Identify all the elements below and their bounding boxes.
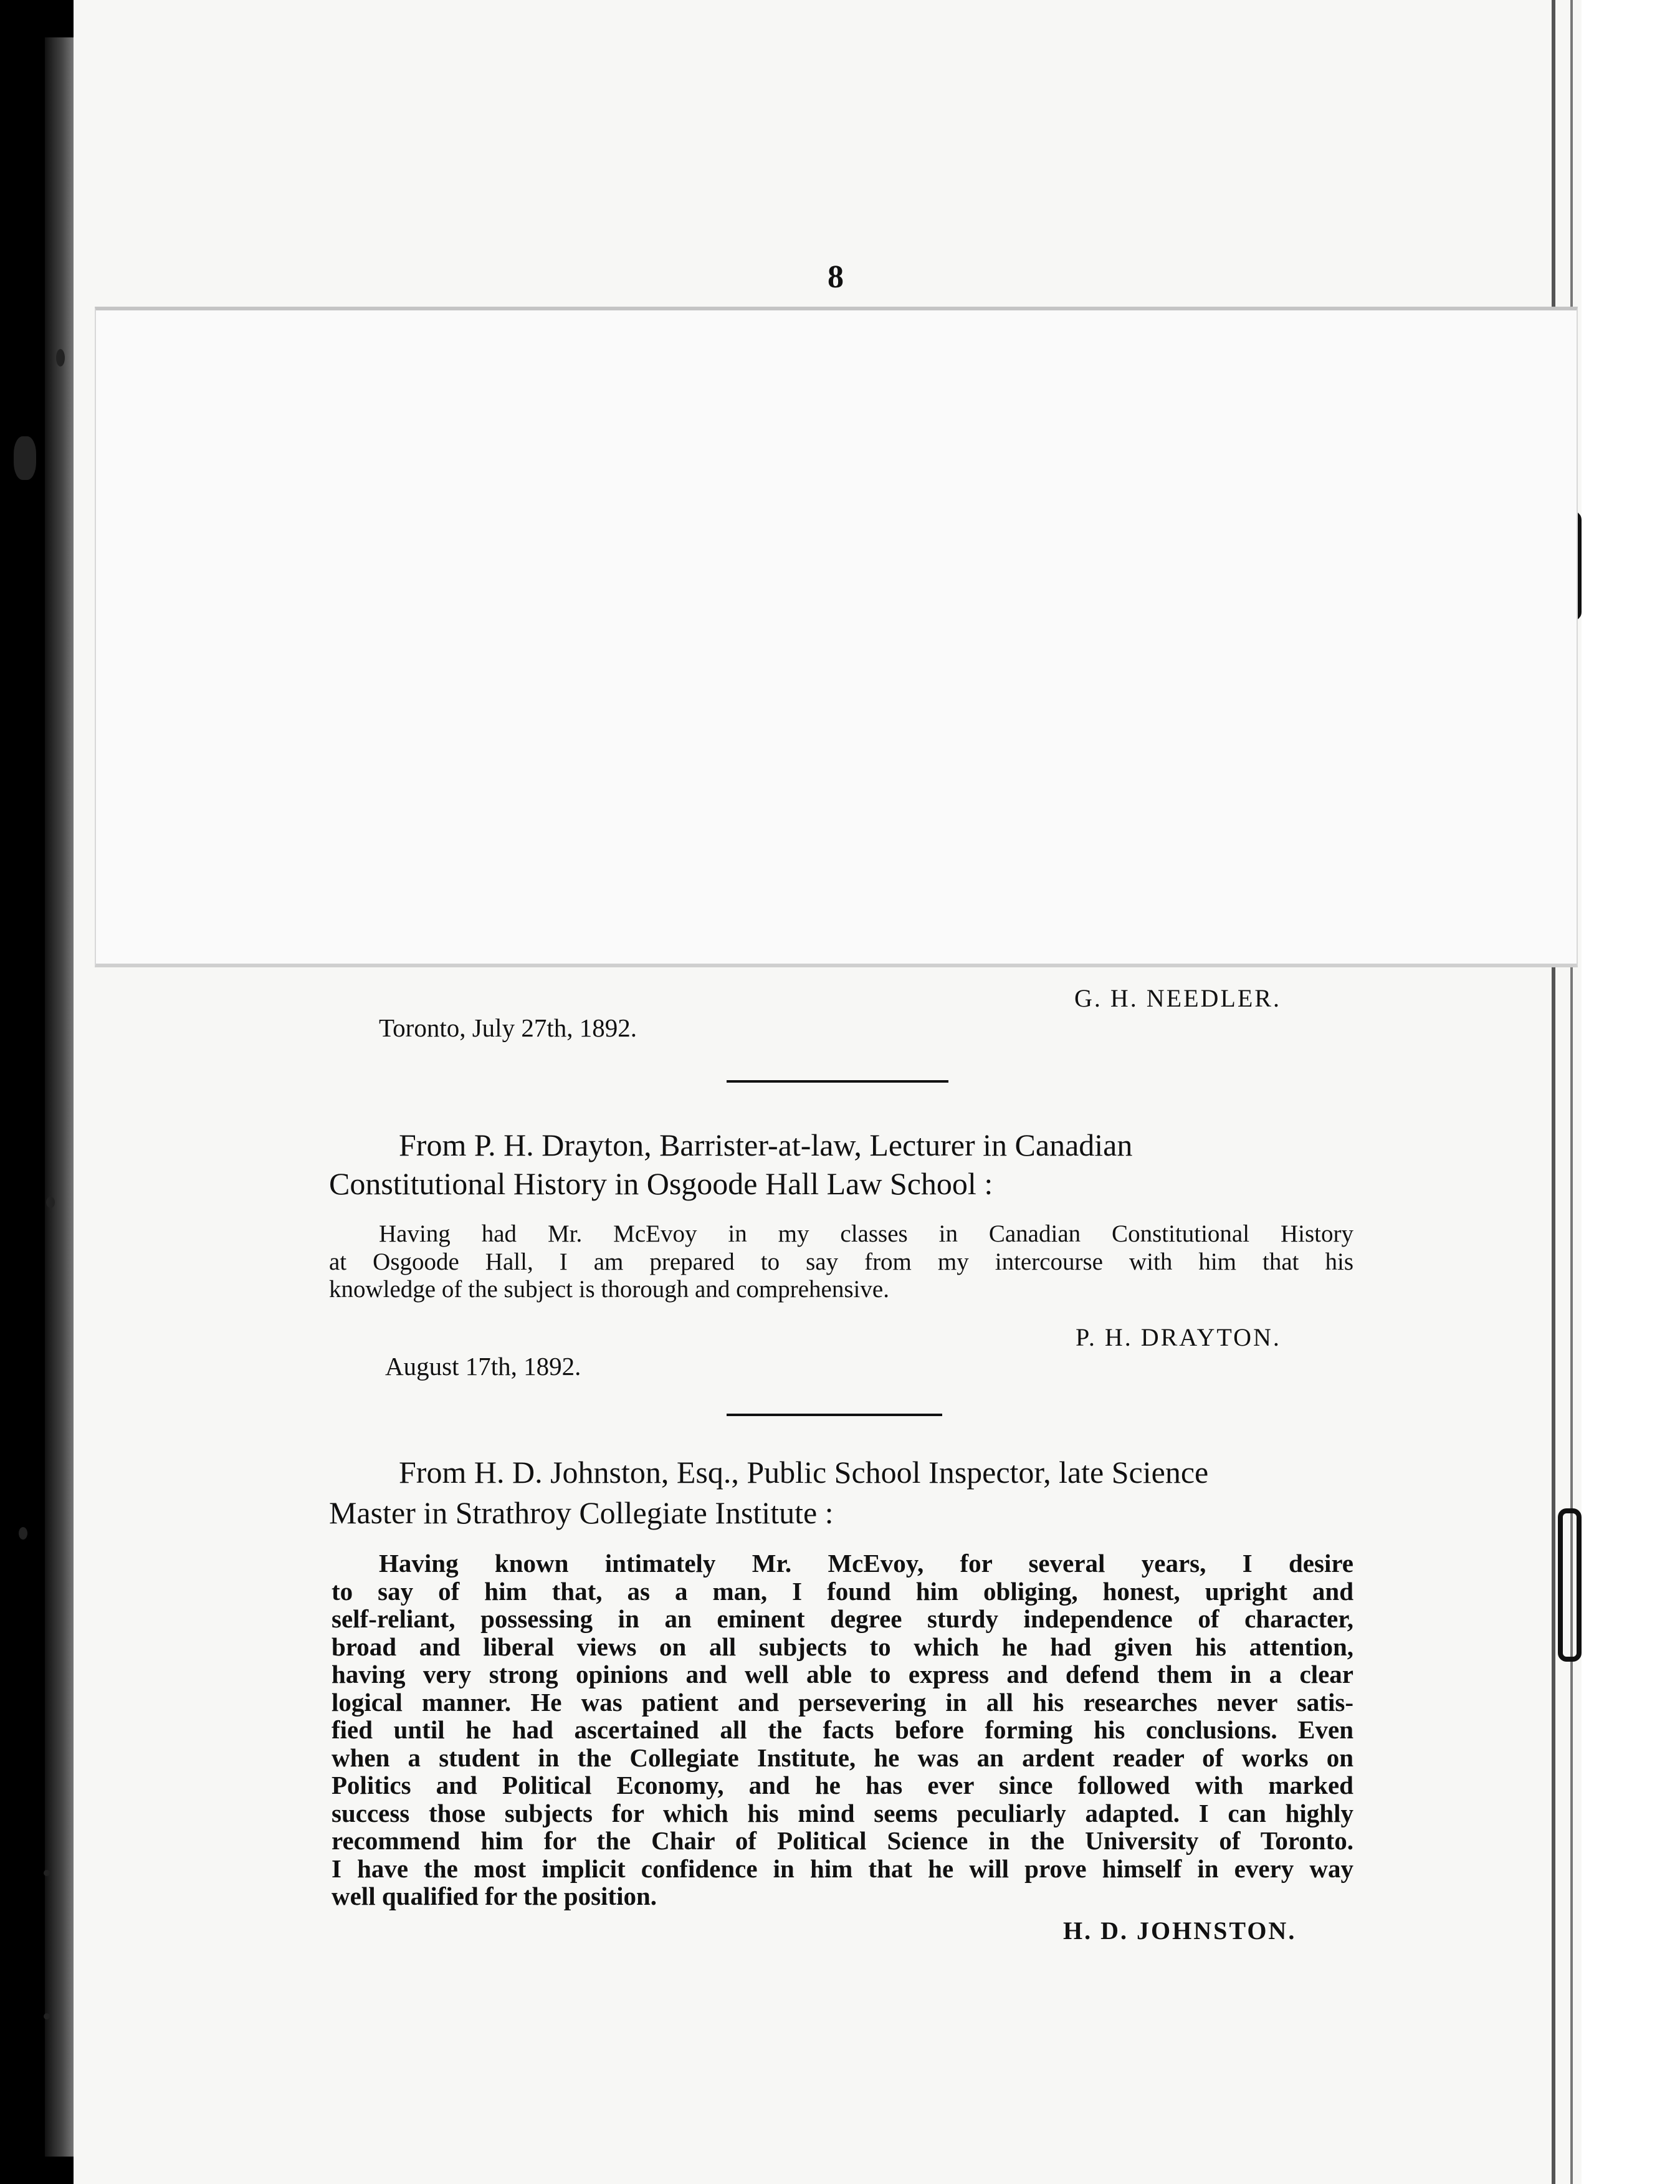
drayton-body-line: knowledge of the subject is thorough and comprehensive.: [329, 1276, 889, 1303]
johnston-body-line: fied until he had ascertained all the facts before forming his conclusions. Even: [332, 1715, 1353, 1744]
johnston-body-line: when a student in the Collegiate Institute, he was an ardent reader of works on: [332, 1743, 1353, 1772]
drayton-date: August 17th, 1892.: [385, 1352, 581, 1381]
johnston-body-line: broad and liberal views on all subjects to which he had given his attention,: [332, 1632, 1353, 1661]
johnston-body-line: having very strong opinions and well able to express and defend them in a clear: [332, 1660, 1353, 1688]
johnston-body-line: self-reliant, possessing in an eminent degree sturdy independence of character,: [332, 1604, 1353, 1633]
drayton-body: [329, 1220, 1353, 1304]
johnston-body-line: Politics and Political Economy, and he has ever since followed with marked: [332, 1771, 1353, 1799]
johnston-body: [332, 1549, 1353, 1910]
johnston-body-line: to say of him that, as a man, I found him obliging, honest, upright and: [332, 1576, 1353, 1606]
johnston-signature: H. D. JOHNSTON.: [1063, 1917, 1297, 1945]
drayton-signature: P. H. DRAYTON.: [1076, 1323, 1281, 1351]
separator-rule-2: [727, 1414, 942, 1416]
drayton-body-line: at Osgoode Hall, I am prepared to say from my intercourse with him that his: [329, 1248, 1353, 1275]
drayton-heading-line-1: From P. H. Drayton, Barrister-at-law, Lecturer in Canadian: [399, 1128, 1133, 1162]
johnston-body-line: logical manner. He was patient and persevering in all his researches never satis-: [332, 1687, 1353, 1717]
johnston-body-line: Having known intimately Mr. McEvoy, for several years, I desire: [379, 1549, 1353, 1578]
needler-date: Toronto, July 27th, 1892.: [379, 1013, 637, 1042]
johnston-body-line: I have the most implicit confidence in him that he will prove himself in every way: [332, 1854, 1353, 1883]
needler-signature: G. H. NEEDLER.: [1074, 984, 1281, 1012]
drayton-heading-line-2: Constitutional History in Osgoode Hall Law School :: [329, 1166, 993, 1201]
blank-pasted-slip: [95, 307, 1578, 967]
separator-rule-1: [727, 1080, 948, 1083]
johnston-heading-line-1: From H. D. Johnston, Esq., Public School Inspector, late Science: [399, 1455, 1209, 1490]
johnston-body-line: well qualified for the position.: [332, 1882, 657, 1910]
johnston-body-line: recommend him for the Chair of Political Science in the University of Toronto.: [332, 1826, 1353, 1855]
johnston-body-line: success those subjects for which his mind seems peculiarly adapted. I can highly: [332, 1798, 1353, 1827]
johnston-heading-line-2: Master in Strathroy Collegiate Institute :: [329, 1495, 834, 1530]
page-number: 8: [828, 259, 844, 295]
drayton-body-line: Having had Mr. McEvoy in my classes in Canadian Constitutional History: [379, 1220, 1353, 1247]
